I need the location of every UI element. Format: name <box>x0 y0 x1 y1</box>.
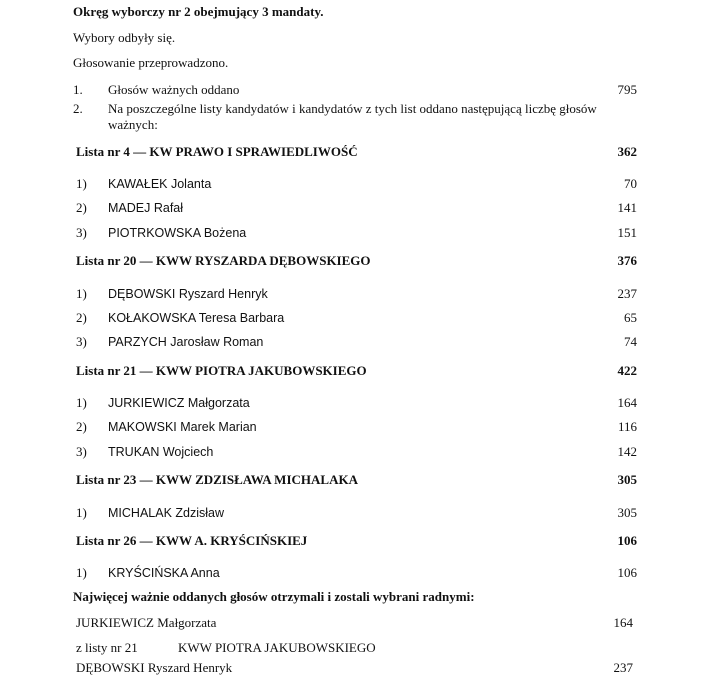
elected-committee: KWW PIOTRA JAKUBOWSKIEGO <box>178 640 376 655</box>
candidate-name: MAKOWSKI Marek Marian <box>108 420 257 434</box>
item-number: 2. <box>73 101 83 116</box>
candidate-votes: 70 <box>624 176 637 191</box>
candidate-votes: 237 <box>617 286 637 301</box>
list-title: Lista nr 26 — KWW A. KRYŚCIŃSKIEJ <box>76 533 308 548</box>
candidate-number: 1) <box>76 395 87 410</box>
candidate-votes: 141 <box>617 200 637 215</box>
list-title: Lista nr 23 — KWW ZDZISŁAWA MICHALAKA <box>76 472 358 487</box>
item-text: Na poszczególne listy kandydatów i kandydatów z tych list oddano następującą liczbę głosów <box>108 101 597 116</box>
candidate-number: 2) <box>76 310 87 325</box>
list-title: Lista nr 21 — KWW PIOTRA JAKUBOWSKIEGO <box>76 363 367 378</box>
valid-votes-label: Głosów ważnych oddano <box>108 82 240 97</box>
candidate-name: TRUKAN Wojciech <box>108 445 214 459</box>
candidate-number: 2) <box>76 419 87 434</box>
elected-from-list: z listy nr 21 <box>76 640 138 655</box>
candidate-number: 1) <box>76 505 87 520</box>
list-total: 362 <box>617 144 637 159</box>
list-total: 376 <box>617 253 637 268</box>
candidate-name: MICHALAK Zdzisław <box>108 506 224 520</box>
elected-votes: 164 <box>613 615 633 630</box>
elected-votes: 237 <box>613 660 633 675</box>
elected-name: JURKIEWICZ Małgorzata <box>76 615 217 630</box>
candidate-number: 3) <box>76 225 87 240</box>
status-elections-held: Wybory odbyły się. <box>73 30 176 45</box>
list-title: Lista nr 4 — KW PRAWO I SPRAWIEDLIWOŚĆ <box>76 144 358 159</box>
candidate-name: MADEJ Rafał <box>108 201 184 215</box>
candidate-votes: 65 <box>624 310 637 325</box>
candidate-votes: 116 <box>617 419 637 434</box>
candidate-name: JURKIEWICZ Małgorzata <box>108 396 250 410</box>
candidate-name: DĘBOWSKI Ryszard Henryk <box>108 287 268 301</box>
elected-name: DĘBOWSKI Ryszard Henryk <box>76 660 233 675</box>
status-voting-conducted: Głosowanie przeprowadzono. <box>73 55 229 70</box>
candidate-name: PIOTRKOWSKA Bożena <box>108 226 247 240</box>
candidate-number: 1) <box>76 565 87 580</box>
candidate-votes: 74 <box>624 334 637 349</box>
elected-summary-title: Najwięcej ważnie oddanych głosów otrzymali i zostali wybrani radnymi: <box>73 589 475 604</box>
district-title: Okręg wyborczy nr 2 obejmujący 3 mandaty. <box>73 4 324 19</box>
candidate-name: KAWAŁEK Jolanta <box>108 177 212 191</box>
candidate-votes: 164 <box>617 395 637 410</box>
list-total: 106 <box>617 533 637 548</box>
candidate-votes: 305 <box>617 505 637 520</box>
candidate-number: 1) <box>76 176 87 191</box>
item-number: 1. <box>73 82 83 97</box>
candidate-number: 3) <box>76 334 87 349</box>
candidate-name: PARZYCH Jarosław Roman <box>108 335 264 349</box>
list-total: 305 <box>617 472 637 487</box>
candidate-number: 2) <box>76 200 87 215</box>
valid-votes-value: 795 <box>617 82 637 97</box>
item-text-continued: ważnych: <box>108 117 158 132</box>
candidate-number: 3) <box>76 444 87 459</box>
candidate-name: KRYŚCIŃSKA Anna <box>108 566 220 580</box>
list-title: Lista nr 20 — KWW RYSZARDA DĘBOWSKIEGO <box>76 253 371 268</box>
candidate-votes: 151 <box>617 225 637 240</box>
list-total: 422 <box>617 363 637 378</box>
candidate-votes: 142 <box>617 444 637 459</box>
candidate-votes: 106 <box>617 565 637 580</box>
candidate-name: KOŁAKOWSKA Teresa Barbara <box>108 311 285 325</box>
candidate-number: 1) <box>76 286 87 301</box>
